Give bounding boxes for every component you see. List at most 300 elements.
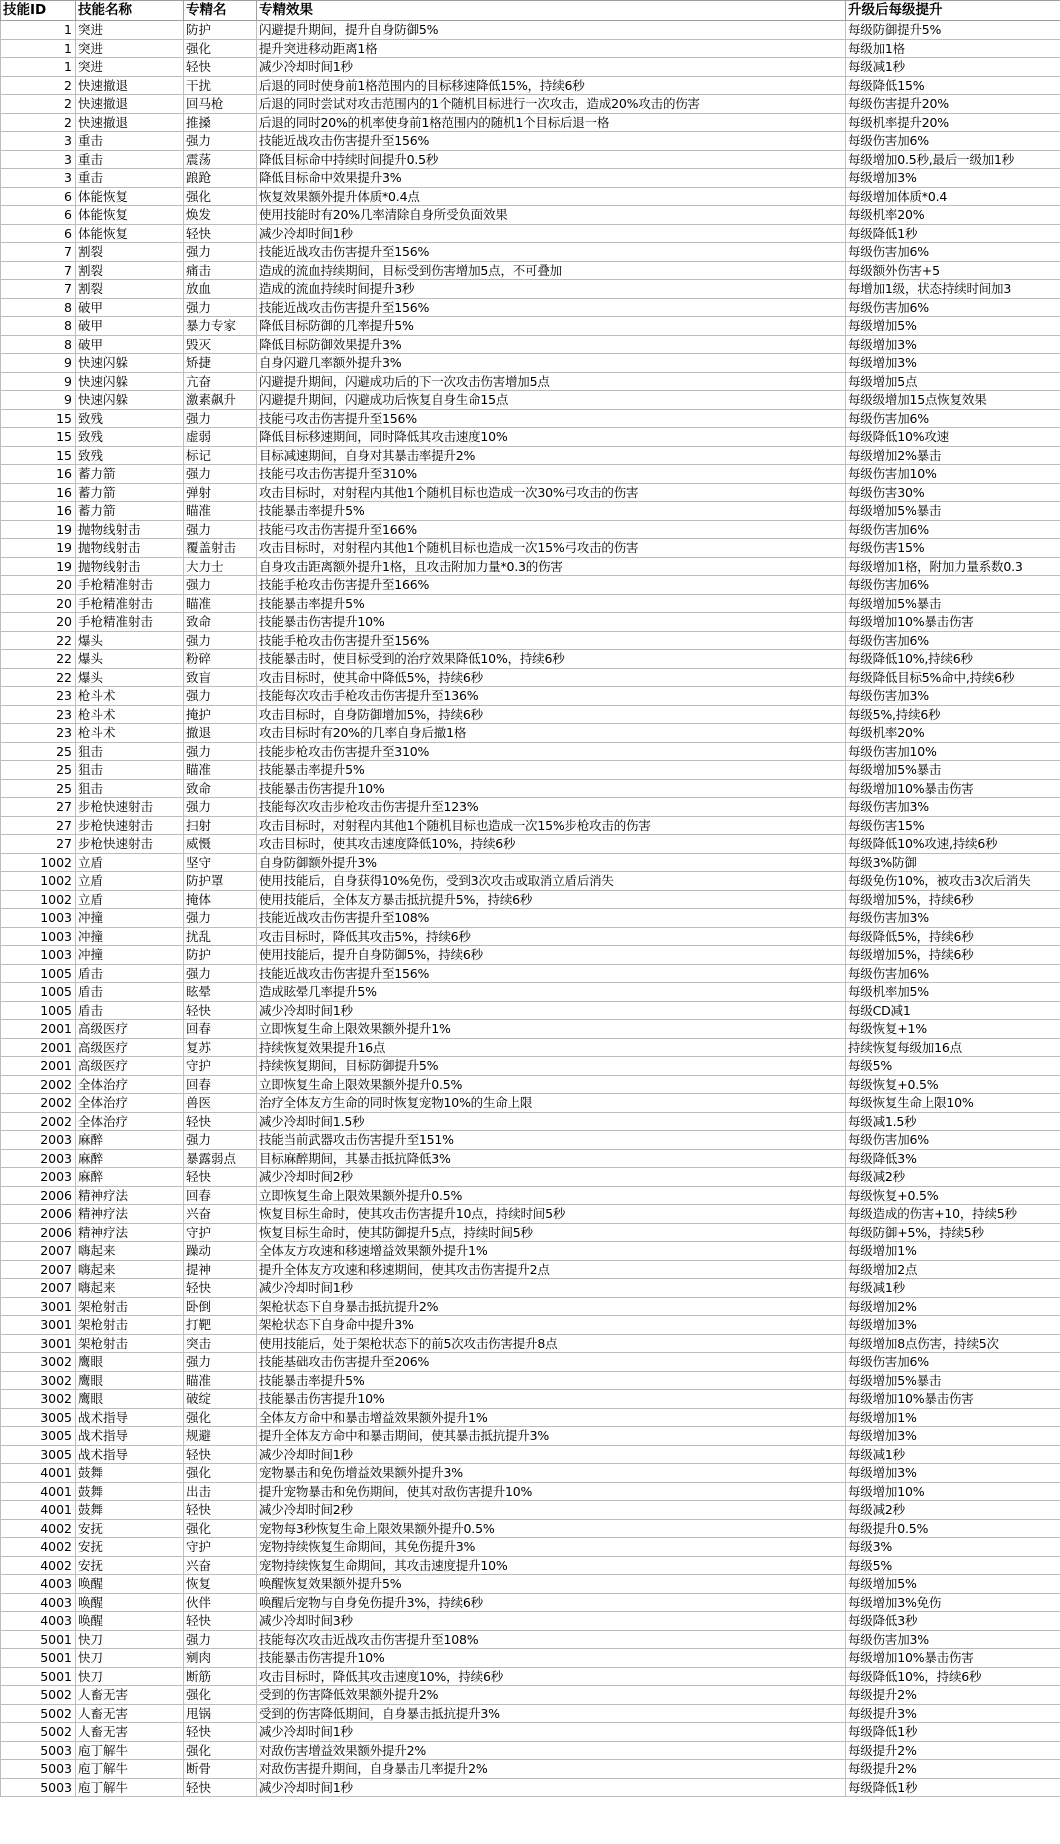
cell-skill-name: 精神疗法 xyxy=(76,1186,184,1205)
cell-skill-id: 3005 xyxy=(1,1427,76,1446)
cell-mastery-name: 防护罩 xyxy=(184,872,257,891)
cell-upgrade-per-level: 每级机率加5% xyxy=(846,983,1060,1002)
cell-mastery-name: 强力 xyxy=(184,687,257,706)
cell-mastery-name: 兽医 xyxy=(184,1094,257,1113)
cell-skill-name: 抛物线射击 xyxy=(76,557,184,576)
cell-skill-name: 精神疗法 xyxy=(76,1223,184,1242)
cell-mastery-effect: 后退的同时尝试对攻击范围内的1个随机目标进行一次攻击，造成20%攻击的伤害 xyxy=(257,95,846,114)
cell-mastery-name: 致盲 xyxy=(184,668,257,687)
cell-mastery-name: 推搡 xyxy=(184,113,257,132)
cell-upgrade-per-level: 每级减1秒 xyxy=(846,1279,1060,1298)
cell-skill-id: 5001 xyxy=(1,1630,76,1649)
cell-mastery-name: 激素飙升 xyxy=(184,391,257,410)
cell-upgrade-per-level: 每级降低3% xyxy=(846,1149,1060,1168)
cell-skill-name: 蓄力箭 xyxy=(76,465,184,484)
cell-mastery-name: 守护 xyxy=(184,1223,257,1242)
cell-mastery-effect: 技能暴击时，使目标受到的治疗效果降低10%，持续6秒 xyxy=(257,650,846,669)
table-row xyxy=(1,631,1060,650)
cell-skill-name: 割裂 xyxy=(76,280,184,299)
cell-skill-id: 9 xyxy=(1,354,76,373)
cell-mastery-name: 强力 xyxy=(184,964,257,983)
cell-skill-id: 4002 xyxy=(1,1556,76,1575)
cell-mastery-effect: 目标麻醉期间，其暴击抵抗降低3% xyxy=(257,1149,846,1168)
cell-upgrade-per-level: 每级伤害提升20% xyxy=(846,95,1060,114)
cell-skill-name: 手枪精准射击 xyxy=(76,576,184,595)
table-row xyxy=(1,1316,1060,1335)
cell-skill-name: 突进 xyxy=(76,21,184,40)
cell-upgrade-per-level: 每级CD减1 xyxy=(846,1001,1060,1020)
cell-mastery-name: 虚弱 xyxy=(184,428,257,447)
cell-skill-name: 人畜无害 xyxy=(76,1686,184,1705)
table-row xyxy=(1,502,1060,521)
header-mastery-effect: 专精效果 xyxy=(257,1,846,21)
cell-mastery-effect: 技能弓攻击伤害提升至310% xyxy=(257,465,846,484)
table-row xyxy=(1,927,1060,946)
cell-skill-name: 重击 xyxy=(76,132,184,151)
cell-skill-id: 3 xyxy=(1,132,76,151)
cell-upgrade-per-level: 每级降低15% xyxy=(846,76,1060,95)
cell-skill-id: 6 xyxy=(1,224,76,243)
cell-mastery-effect: 减少冷却时间1秒 xyxy=(257,224,846,243)
cell-mastery-name: 强力 xyxy=(184,1630,257,1649)
cell-skill-id: 3 xyxy=(1,150,76,169)
cell-mastery-name: 标记 xyxy=(184,446,257,465)
cell-skill-id: 27 xyxy=(1,816,76,835)
cell-upgrade-per-level: 每级3% xyxy=(846,1538,1060,1557)
cell-mastery-effect: 持续恢复效果提升16点 xyxy=(257,1038,846,1057)
cell-mastery-effect: 技能步枪攻击伤害提升至310% xyxy=(257,742,846,761)
table-row xyxy=(1,1427,1060,1446)
cell-upgrade-per-level: 每级加1格 xyxy=(846,39,1060,58)
cell-skill-id: 2003 xyxy=(1,1131,76,1150)
table-row xyxy=(1,409,1060,428)
cell-mastery-effect: 立即恢复生命上限效果额外提升0.5% xyxy=(257,1186,846,1205)
cell-skill-name: 手枪精准射击 xyxy=(76,594,184,613)
cell-mastery-name: 轻快 xyxy=(184,1001,257,1020)
cell-skill-name: 高级医疗 xyxy=(76,1038,184,1057)
cell-skill-id: 4003 xyxy=(1,1593,76,1612)
cell-upgrade-per-level: 每级造成的伤害+10，持续5秒 xyxy=(846,1205,1060,1224)
table-row xyxy=(1,909,1060,928)
cell-mastery-effect: 技能暴击率提升5% xyxy=(257,761,846,780)
cell-upgrade-per-level: 每级降低10%攻速,持续6秒 xyxy=(846,835,1060,854)
cell-skill-name: 破甲 xyxy=(76,335,184,354)
table-row xyxy=(1,1575,1060,1594)
table-row xyxy=(1,798,1060,817)
cell-skill-id: 23 xyxy=(1,705,76,724)
table-row xyxy=(1,1556,1060,1575)
cell-mastery-effect: 恢复目标生命时，使其攻击伤害提升10点，持续时间5秒 xyxy=(257,1205,846,1224)
cell-mastery-name: 轻快 xyxy=(184,1778,257,1797)
cell-skill-id: 1 xyxy=(1,39,76,58)
cell-skill-name: 狙击 xyxy=(76,761,184,780)
cell-upgrade-per-level: 每级增加5%暴击 xyxy=(846,1371,1060,1390)
cell-mastery-name: 伙伴 xyxy=(184,1593,257,1612)
table-row xyxy=(1,1020,1060,1039)
table-row xyxy=(1,946,1060,965)
cell-upgrade-per-level: 每级增加3% xyxy=(846,169,1060,188)
cell-mastery-name: 防护 xyxy=(184,946,257,965)
cell-skill-id: 23 xyxy=(1,724,76,743)
cell-skill-name: 蓄力箭 xyxy=(76,502,184,521)
cell-upgrade-per-level: 每级增加10%暴击伤害 xyxy=(846,1649,1060,1668)
cell-mastery-effect: 减少冷却时间1秒 xyxy=(257,1723,846,1742)
cell-mastery-effect: 技能近战攻击伤害提升至156% xyxy=(257,243,846,262)
cell-upgrade-per-level: 每级伤害加3% xyxy=(846,798,1060,817)
cell-upgrade-per-level: 每级增加5%，持续6秒 xyxy=(846,946,1060,965)
cell-skill-id: 2001 xyxy=(1,1020,76,1039)
cell-upgrade-per-level: 每级5% xyxy=(846,1057,1060,1076)
cell-skill-id: 2006 xyxy=(1,1223,76,1242)
cell-mastery-effect: 攻击目标时，对射程内其他1个随机目标也造成一次15%步枪攻击的伤害 xyxy=(257,816,846,835)
cell-skill-name: 庖丁解牛 xyxy=(76,1778,184,1797)
cell-skill-name: 蓄力箭 xyxy=(76,483,184,502)
cell-upgrade-per-level: 每级提升2% xyxy=(846,1760,1060,1779)
cell-skill-name: 架枪射击 xyxy=(76,1316,184,1335)
cell-mastery-effect: 目标减速期间，自身对其暴击率提升2% xyxy=(257,446,846,465)
cell-skill-name: 战术指导 xyxy=(76,1408,184,1427)
cell-skill-name: 突进 xyxy=(76,39,184,58)
cell-skill-name: 步枪快速射击 xyxy=(76,835,184,854)
cell-mastery-effect: 技能弓攻击伤害提升至166% xyxy=(257,520,846,539)
cell-skill-name: 立盾 xyxy=(76,890,184,909)
cell-skill-name: 庖丁解牛 xyxy=(76,1760,184,1779)
cell-skill-id: 4001 xyxy=(1,1501,76,1520)
cell-mastery-effect: 全体友方攻速和移速增益效果额外提升1% xyxy=(257,1242,846,1261)
cell-skill-id: 1003 xyxy=(1,946,76,965)
cell-skill-id: 22 xyxy=(1,631,76,650)
cell-skill-id: 15 xyxy=(1,428,76,447)
cell-mastery-effect: 技能暴击伤害提升10% xyxy=(257,1649,846,1668)
cell-mastery-effect: 架枪状态下自身命中提升3% xyxy=(257,1316,846,1335)
table-body xyxy=(1,21,1060,1797)
cell-mastery-name: 强化 xyxy=(184,1741,257,1760)
cell-skill-name: 体能恢复 xyxy=(76,187,184,206)
cell-mastery-name: 强化 xyxy=(184,1408,257,1427)
cell-mastery-name: 眩晕 xyxy=(184,983,257,1002)
cell-mastery-effect: 技能手枪攻击伤害提升至166% xyxy=(257,576,846,595)
cell-skill-id: 2007 xyxy=(1,1279,76,1298)
cell-skill-id: 27 xyxy=(1,798,76,817)
cell-mastery-name: 兴奋 xyxy=(184,1556,257,1575)
cell-mastery-effect: 提升全体友方攻速和移速期间，使其攻击伤害提升2点 xyxy=(257,1260,846,1279)
cell-mastery-name: 瞄准 xyxy=(184,594,257,613)
cell-upgrade-per-level: 每级恢复+1% xyxy=(846,1020,1060,1039)
cell-mastery-name: 强化 xyxy=(184,1464,257,1483)
cell-mastery-effect: 闪避提升期间，提升自身防御5% xyxy=(257,21,846,40)
cell-upgrade-per-level: 每级伤害加6% xyxy=(846,631,1060,650)
cell-upgrade-per-level: 每级增加1% xyxy=(846,1242,1060,1261)
table-row xyxy=(1,1390,1060,1409)
cell-skill-name: 麻醉 xyxy=(76,1168,184,1187)
cell-mastery-name: 威慑 xyxy=(184,835,257,854)
table-row xyxy=(1,483,1060,502)
table-row xyxy=(1,446,1060,465)
cell-upgrade-per-level: 每级伤害15% xyxy=(846,816,1060,835)
cell-mastery-effect: 技能每次攻击步枪攻击伤害提升至123% xyxy=(257,798,846,817)
cell-upgrade-per-level: 每级伤害加3% xyxy=(846,1630,1060,1649)
cell-mastery-name: 打靶 xyxy=(184,1316,257,1335)
cell-mastery-effect: 攻击目标时有20%的几率自身后撤1格 xyxy=(257,724,846,743)
cell-skill-name: 致残 xyxy=(76,446,184,465)
cell-skill-name: 盾击 xyxy=(76,983,184,1002)
cell-upgrade-per-level: 每级伤害加6% xyxy=(846,132,1060,151)
cell-skill-id: 3002 xyxy=(1,1390,76,1409)
table-row xyxy=(1,853,1060,872)
cell-skill-id: 27 xyxy=(1,835,76,854)
cell-skill-name: 步枪快速射击 xyxy=(76,816,184,835)
cell-mastery-name: 轻快 xyxy=(184,1279,257,1298)
cell-mastery-effect: 立即恢复生命上限效果额外提升1% xyxy=(257,1020,846,1039)
cell-upgrade-per-level: 每级5% xyxy=(846,1556,1060,1575)
cell-mastery-effect: 自身闪避几率额外提升3% xyxy=(257,354,846,373)
cell-skill-id: 5002 xyxy=(1,1686,76,1705)
cell-mastery-name: 毁灭 xyxy=(184,335,257,354)
cell-mastery-name: 轻快 xyxy=(184,1168,257,1187)
cell-upgrade-per-level: 每级防御+5%，持续5秒 xyxy=(846,1223,1060,1242)
cell-skill-id: 2002 xyxy=(1,1112,76,1131)
table-row xyxy=(1,39,1060,58)
cell-mastery-effect: 减少冷却时间1秒 xyxy=(257,1279,846,1298)
cell-skill-name: 爆头 xyxy=(76,650,184,669)
cell-skill-id: 4002 xyxy=(1,1538,76,1557)
cell-upgrade-per-level: 每级提升3% xyxy=(846,1704,1060,1723)
table-row xyxy=(1,1741,1060,1760)
cell-skill-id: 1003 xyxy=(1,909,76,928)
cell-mastery-effect: 治疗全体友方生命的同时恢复宠物10%的生命上限 xyxy=(257,1094,846,1113)
cell-upgrade-per-level: 每级增加5% xyxy=(846,1575,1060,1594)
cell-mastery-name: 暴露弱点 xyxy=(184,1149,257,1168)
cell-skill-name: 唤醒 xyxy=(76,1612,184,1631)
cell-skill-name: 安抚 xyxy=(76,1538,184,1557)
cell-mastery-name: 强化 xyxy=(184,1686,257,1705)
cell-mastery-name: 踉跄 xyxy=(184,169,257,188)
header-upgrade-per-level: 升级后每级提升 xyxy=(846,1,1060,21)
cell-mastery-effect: 减少冷却时间2秒 xyxy=(257,1501,846,1520)
cell-skill-name: 步枪快速射击 xyxy=(76,798,184,817)
cell-skill-id: 5003 xyxy=(1,1778,76,1797)
cell-skill-name: 全体治疗 xyxy=(76,1075,184,1094)
cell-upgrade-per-level: 每级3%防御 xyxy=(846,853,1060,872)
cell-skill-id: 5001 xyxy=(1,1667,76,1686)
cell-mastery-name: 强力 xyxy=(184,1353,257,1372)
table-row xyxy=(1,113,1060,132)
cell-skill-id: 2 xyxy=(1,95,76,114)
cell-skill-name: 安抚 xyxy=(76,1556,184,1575)
cell-mastery-effect: 降低目标命中持续时间提升0.5秒 xyxy=(257,150,846,169)
cell-skill-name: 冲撞 xyxy=(76,909,184,928)
cell-upgrade-per-level: 每级伤害加6% xyxy=(846,298,1060,317)
table-row xyxy=(1,557,1060,576)
cell-mastery-effect: 立即恢复生命上限效果额外提升0.5% xyxy=(257,1075,846,1094)
table-row xyxy=(1,1149,1060,1168)
cell-mastery-effect: 降低目标移速期间，同时降低其攻击速度10% xyxy=(257,428,846,447)
cell-skill-name: 快刀 xyxy=(76,1630,184,1649)
table-row xyxy=(1,576,1060,595)
cell-skill-id: 6 xyxy=(1,187,76,206)
cell-upgrade-per-level: 每级伤害加6% xyxy=(846,964,1060,983)
cell-skill-name: 爆头 xyxy=(76,631,184,650)
cell-mastery-effect: 技能近战攻击伤害提升至156% xyxy=(257,964,846,983)
cell-mastery-name: 暴力专家 xyxy=(184,317,257,336)
table-row xyxy=(1,372,1060,391)
cell-skill-id: 7 xyxy=(1,261,76,280)
cell-upgrade-per-level: 每级增加5%，持续6秒 xyxy=(846,890,1060,909)
cell-mastery-effect: 攻击目标时，使其攻击速度降低10%，持续6秒 xyxy=(257,835,846,854)
cell-mastery-name: 干扰 xyxy=(184,76,257,95)
cell-upgrade-per-level: 每级降低10%，持续6秒 xyxy=(846,1667,1060,1686)
cell-mastery-effect: 技能当前武器攻击伤害提升至151% xyxy=(257,1131,846,1150)
cell-mastery-effect: 造成眩晕几率提升5% xyxy=(257,983,846,1002)
table-row xyxy=(1,298,1060,317)
cell-mastery-name: 强力 xyxy=(184,409,257,428)
cell-upgrade-per-level: 每级减1秒 xyxy=(846,58,1060,77)
cell-skill-name: 致残 xyxy=(76,409,184,428)
cell-skill-name: 冲撞 xyxy=(76,927,184,946)
cell-skill-id: 16 xyxy=(1,465,76,484)
cell-mastery-effect: 技能每次攻击近战攻击伤害提升至108% xyxy=(257,1630,846,1649)
cell-mastery-effect: 全体友方命中和暴击增益效果额外提升1% xyxy=(257,1408,846,1427)
cell-skill-name: 鹰眼 xyxy=(76,1390,184,1409)
cell-mastery-effect: 自身防御额外提升3% xyxy=(257,853,846,872)
table-row xyxy=(1,779,1060,798)
cell-upgrade-per-level: 持续恢复每级加16点 xyxy=(846,1038,1060,1057)
cell-upgrade-per-level: 每级降低目标5%命中,持续6秒 xyxy=(846,668,1060,687)
cell-upgrade-per-level: 每级降低3秒 xyxy=(846,1612,1060,1631)
cell-skill-id: 2006 xyxy=(1,1186,76,1205)
cell-skill-id: 3002 xyxy=(1,1353,76,1372)
cell-upgrade-per-level: 每级降低10%攻速 xyxy=(846,428,1060,447)
cell-skill-id: 2 xyxy=(1,76,76,95)
cell-upgrade-per-level: 每级增加10%暴击伤害 xyxy=(846,1390,1060,1409)
cell-mastery-effect: 技能暴击伤害提升10% xyxy=(257,779,846,798)
cell-upgrade-per-level: 每级伤害加10% xyxy=(846,742,1060,761)
cell-skill-name: 鹰眼 xyxy=(76,1353,184,1372)
cell-upgrade-per-level: 每级伤害加3% xyxy=(846,909,1060,928)
cell-skill-name: 麻醉 xyxy=(76,1131,184,1150)
cell-skill-id: 2001 xyxy=(1,1038,76,1057)
cell-mastery-name: 震荡 xyxy=(184,150,257,169)
cell-upgrade-per-level: 每级增加5%暴击 xyxy=(846,594,1060,613)
cell-mastery-effect: 后退的同时20%的机率使身前1格范围内的随机1个目标后退一格 xyxy=(257,113,846,132)
cell-upgrade-per-level: 每级降低1秒 xyxy=(846,1778,1060,1797)
cell-skill-id: 19 xyxy=(1,557,76,576)
cell-mastery-name: 瞄准 xyxy=(184,502,257,521)
cell-mastery-name: 瞄准 xyxy=(184,1371,257,1390)
cell-skill-name: 快速闪躲 xyxy=(76,372,184,391)
cell-skill-name: 人畜无害 xyxy=(76,1723,184,1742)
table-row xyxy=(1,1630,1060,1649)
cell-skill-id: 3002 xyxy=(1,1371,76,1390)
table-row xyxy=(1,354,1060,373)
cell-upgrade-per-level: 每级增加3% xyxy=(846,354,1060,373)
cell-skill-id: 1005 xyxy=(1,1001,76,1020)
cell-mastery-effect: 提升全体友方命中和暴击期间，使其暴击抵抗提升3% xyxy=(257,1427,846,1446)
cell-skill-name: 枪斗术 xyxy=(76,687,184,706)
cell-mastery-effect: 自身攻击距离额外提升1格，且攻击附加力量*0.3的伤害 xyxy=(257,557,846,576)
cell-upgrade-per-level: 每级增加体质*0.4 xyxy=(846,187,1060,206)
table-row xyxy=(1,1723,1060,1742)
cell-skill-id: 19 xyxy=(1,520,76,539)
cell-skill-id: 2007 xyxy=(1,1242,76,1261)
cell-upgrade-per-level: 每级增加0.5秒,最后一级加1秒 xyxy=(846,150,1060,169)
cell-upgrade-per-level: 每级伤害加6% xyxy=(846,243,1060,262)
cell-skill-name: 安抚 xyxy=(76,1519,184,1538)
table-row xyxy=(1,261,1060,280)
cell-skill-name: 割裂 xyxy=(76,261,184,280)
cell-mastery-effect: 宠物持续恢复生命期间，其免伤提升3% xyxy=(257,1538,846,1557)
cell-mastery-name: 轻快 xyxy=(184,1112,257,1131)
table-row xyxy=(1,1001,1060,1020)
cell-skill-id: 6 xyxy=(1,206,76,225)
cell-mastery-name: 撤退 xyxy=(184,724,257,743)
table-row xyxy=(1,1538,1060,1557)
cell-upgrade-per-level: 每级伤害加6% xyxy=(846,576,1060,595)
cell-mastery-effect: 技能弓攻击伤害提升至156% xyxy=(257,409,846,428)
table-row xyxy=(1,1075,1060,1094)
cell-skill-name: 体能恢复 xyxy=(76,224,184,243)
cell-skill-id: 1002 xyxy=(1,853,76,872)
cell-mastery-effect: 受到的伤害降低效果额外提升2% xyxy=(257,1686,846,1705)
table-row xyxy=(1,465,1060,484)
cell-mastery-effect: 后退的同时使身前1格范围内的目标移速降低15%，持续6秒 xyxy=(257,76,846,95)
cell-skill-id: 5001 xyxy=(1,1649,76,1668)
cell-upgrade-per-level: 每级增加10%暴击伤害 xyxy=(846,613,1060,632)
cell-mastery-effect: 技能近战攻击伤害提升至156% xyxy=(257,298,846,317)
cell-skill-name: 全体治疗 xyxy=(76,1112,184,1131)
table-row xyxy=(1,317,1060,336)
cell-mastery-name: 痛击 xyxy=(184,261,257,280)
cell-mastery-effect: 技能暴击伤害提升10% xyxy=(257,1390,846,1409)
table-row xyxy=(1,132,1060,151)
cell-skill-name: 唤醒 xyxy=(76,1575,184,1594)
table-row xyxy=(1,1334,1060,1353)
cell-skill-id: 25 xyxy=(1,742,76,761)
cell-mastery-effect: 减少冷却时间1秒 xyxy=(257,1778,846,1797)
cell-mastery-effect: 持续恢复期间，目标防御提升5% xyxy=(257,1057,846,1076)
cell-mastery-name: 回春 xyxy=(184,1186,257,1205)
cell-skill-name: 全体治疗 xyxy=(76,1094,184,1113)
table-row xyxy=(1,1279,1060,1298)
table-row xyxy=(1,1445,1060,1464)
cell-upgrade-per-level: 每级增加3% xyxy=(846,1427,1060,1446)
table-row xyxy=(1,668,1060,687)
cell-mastery-name: 回马枪 xyxy=(184,95,257,114)
cell-skill-id: 22 xyxy=(1,668,76,687)
cell-mastery-name: 大力士 xyxy=(184,557,257,576)
cell-mastery-name: 守护 xyxy=(184,1057,257,1076)
cell-skill-id: 16 xyxy=(1,502,76,521)
cell-mastery-name: 回春 xyxy=(184,1075,257,1094)
cell-mastery-name: 轻快 xyxy=(184,224,257,243)
cell-upgrade-per-level: 每级额外伤害+5 xyxy=(846,261,1060,280)
cell-mastery-effect: 恢复目标生命时，使其防御提升5点，持续时间5秒 xyxy=(257,1223,846,1242)
cell-mastery-name: 矫捷 xyxy=(184,354,257,373)
table-row xyxy=(1,1112,1060,1131)
cell-mastery-name: 致命 xyxy=(184,613,257,632)
cell-mastery-name: 恢复 xyxy=(184,1575,257,1594)
cell-skill-id: 2002 xyxy=(1,1094,76,1113)
cell-skill-name: 盾击 xyxy=(76,964,184,983)
cell-skill-id: 5002 xyxy=(1,1723,76,1742)
cell-mastery-name: 强力 xyxy=(184,1131,257,1150)
cell-mastery-effect: 攻击目标时，自身防御增加5%，持续6秒 xyxy=(257,705,846,724)
cell-upgrade-per-level: 每级增加1格，附加力量系数0.3 xyxy=(846,557,1060,576)
cell-mastery-name: 断筋 xyxy=(184,1667,257,1686)
cell-upgrade-per-level: 每级恢复+0.5% xyxy=(846,1186,1060,1205)
cell-mastery-effect: 攻击目标时，降低其攻击速度10%，持续6秒 xyxy=(257,1667,846,1686)
cell-skill-name: 重击 xyxy=(76,169,184,188)
